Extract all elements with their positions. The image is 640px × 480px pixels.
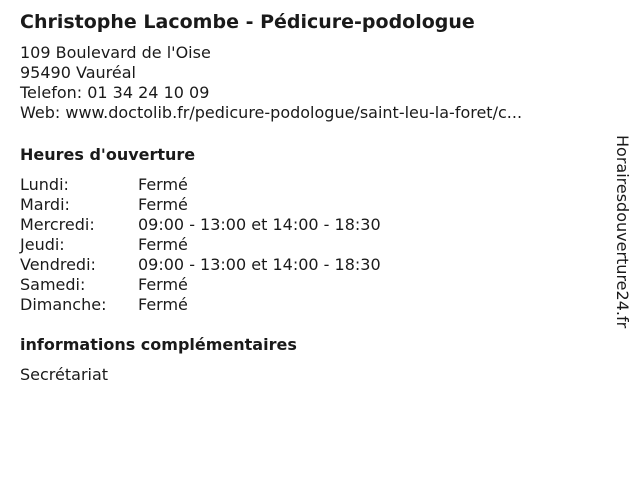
day-label: Samedi:: [20, 275, 86, 294]
day-hours: Fermé: [138, 295, 188, 314]
website-link[interactable]: Web: www.doctolib.fr/pedicure-podologue/saint-leu-la-foret/c...: [20, 103, 523, 122]
business-name: Christophe Lacombe - Pédicure-podologue: [20, 11, 475, 33]
day-hours: 09:00 - 13:00 et 14:00 - 18:30: [138, 255, 381, 274]
opening-hours-table: [20, 175, 381, 315]
day-label: Mardi:: [20, 195, 70, 214]
day-hours: Fermé: [138, 275, 188, 294]
day-label: Jeudi:: [20, 235, 65, 254]
phone-number: Telefon: 01 34 24 10 09: [20, 83, 210, 102]
business-contact: [20, 43, 522, 123]
site-watermark: Horairesdouverture24.fr: [613, 135, 632, 329]
day-label: Lundi:: [20, 175, 69, 194]
opening-hours-heading: Heures d'ouverture: [20, 145, 196, 164]
day-hours: Fermé: [138, 175, 188, 194]
hours-row-thursday: [20, 235, 381, 255]
additional-info-text: Secrétariat: [20, 365, 109, 384]
hours-row-friday: [20, 255, 381, 275]
hours-row-monday: [20, 175, 381, 195]
day-label: Mercredi:: [20, 215, 95, 234]
day-label: Dimanche:: [20, 295, 107, 314]
hours-row-wednesday: [20, 215, 381, 235]
street-address: 109 Boulevard de l'Oise: [20, 43, 211, 62]
hours-row-tuesday: [20, 195, 381, 215]
day-label: Vendredi:: [20, 255, 96, 274]
hours-row-saturday: [20, 275, 381, 295]
day-hours: Fermé: [138, 235, 188, 254]
additional-info-heading: informations complémentaires: [20, 335, 297, 354]
day-hours: 09:00 - 13:00 et 14:00 - 18:30: [138, 215, 381, 234]
hours-row-sunday: [20, 295, 381, 315]
day-hours: Fermé: [138, 195, 188, 214]
city-address: 95490 Vauréal: [20, 63, 136, 82]
